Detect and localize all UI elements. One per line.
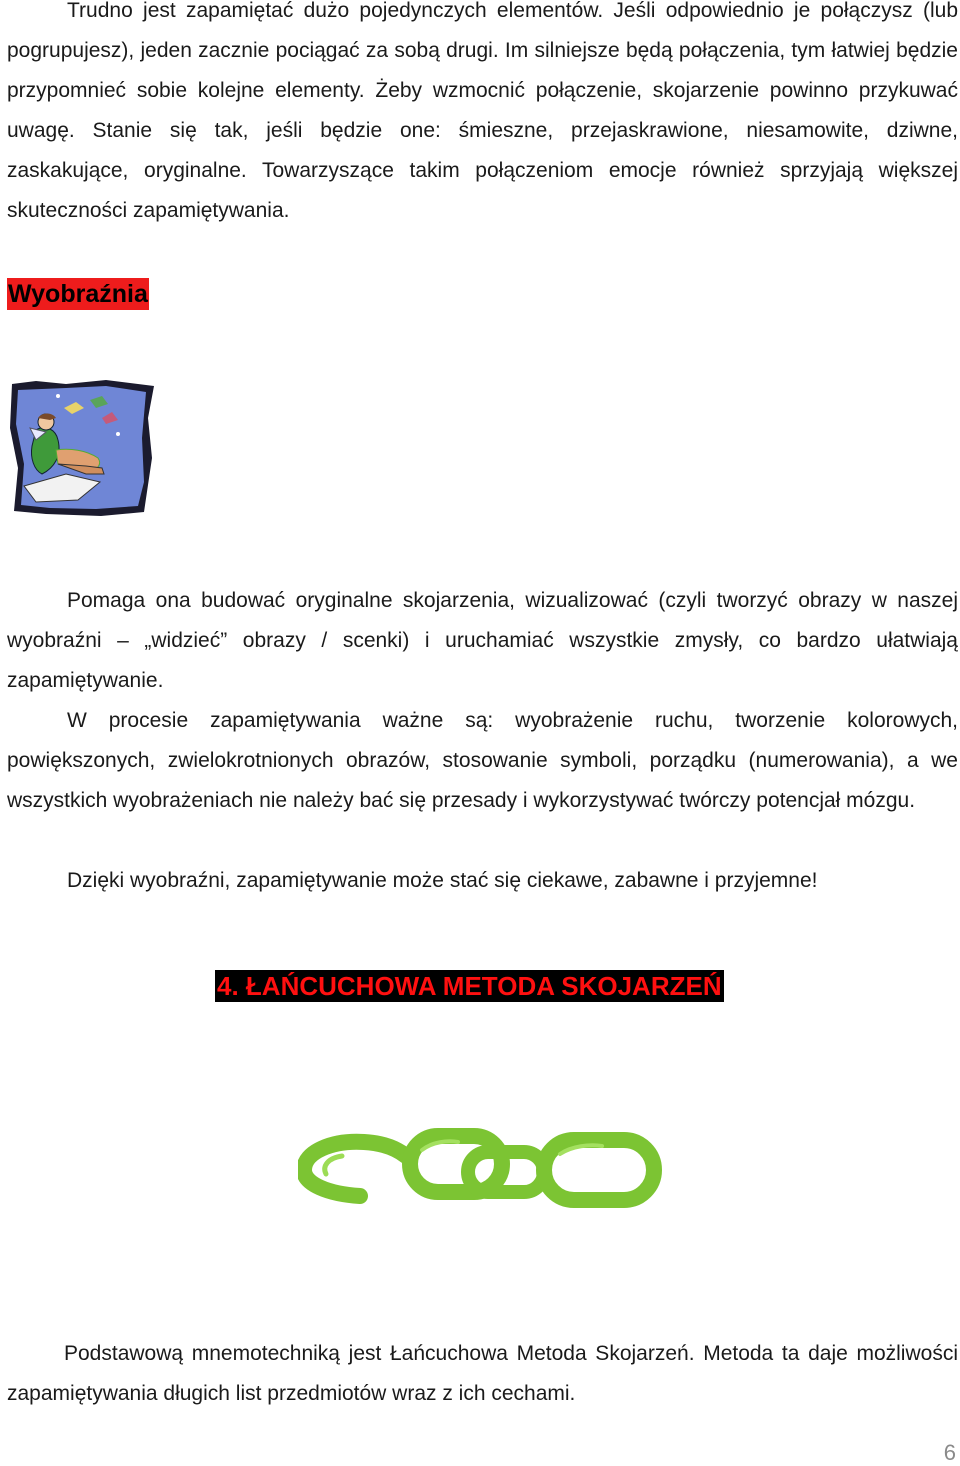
dreamer-clipart-illustration [6,378,156,518]
paragraph-associations: Trudno jest zapamiętać dużo pojedynczych elementów. Jeśli odpowiednio je połączysz (lub pogrupujesz), jeden zacznie pociągać za sobą drugi. Im silniejsze będą połączenia, tym łatwiej będzie przypomnieć sobie kolejne elementy. Żeby wzmocnić połączenie, skojarzenie powinno przykuwać uwagę. Stanie się tak, jeśli będzie one: śmieszne, przejaskrawione, niesamowite, dziwne, zaskakujące, oryginalne. Towarzyszące takim połączeniom emocje również sprzyjają większej skuteczności zapamiętywania. [7,0,958,222]
heading-chain-method: 4. ŁAŃCUCHOWA METODA SKOJARZEŃ [217,971,722,1001]
paragraph-memorization-process: W procesie zapamiętywania ważne są: wyobrażenie ruchu, tworzenie kolorowych, powiększonych, zwielokrotnionych obrazów, stosowanie symboli, porządku (numerowania), a we wszystkich wyobrażeniach nie należy bać się przesady i wykorzystywać twórczy potencjał mózgu. [7,709,958,812]
paragraph-chain-method-intro: Podstawową mnemotechniką jest Łańcuchowa Metoda Skojarzeń. Metoda ta daje możliwości zapamiętywania długich list przedmiotów wraz z ich cechami. [7,1342,958,1405]
paragraph-imagination-fun: Dzięki wyobraźni, zapamiętywanie może stać się ciekawe, zabawne i przyjemne! [67,869,818,892]
chain-links-illustration [298,1126,666,1214]
page-number: 6 [943,1440,956,1465]
heading-imagination: Wyobraźnia [8,280,148,308]
paragraph-imagination-helps: Pomaga ona budować oryginalne skojarzenia, wizualizować (czyli tworzyć obrazy w naszej wyobraźni – „widzieć” obrazy / scenki) i uruchamiać wszystkie zmysły, co bardzo ułatwiają zapamiętywanie. [7,589,958,692]
